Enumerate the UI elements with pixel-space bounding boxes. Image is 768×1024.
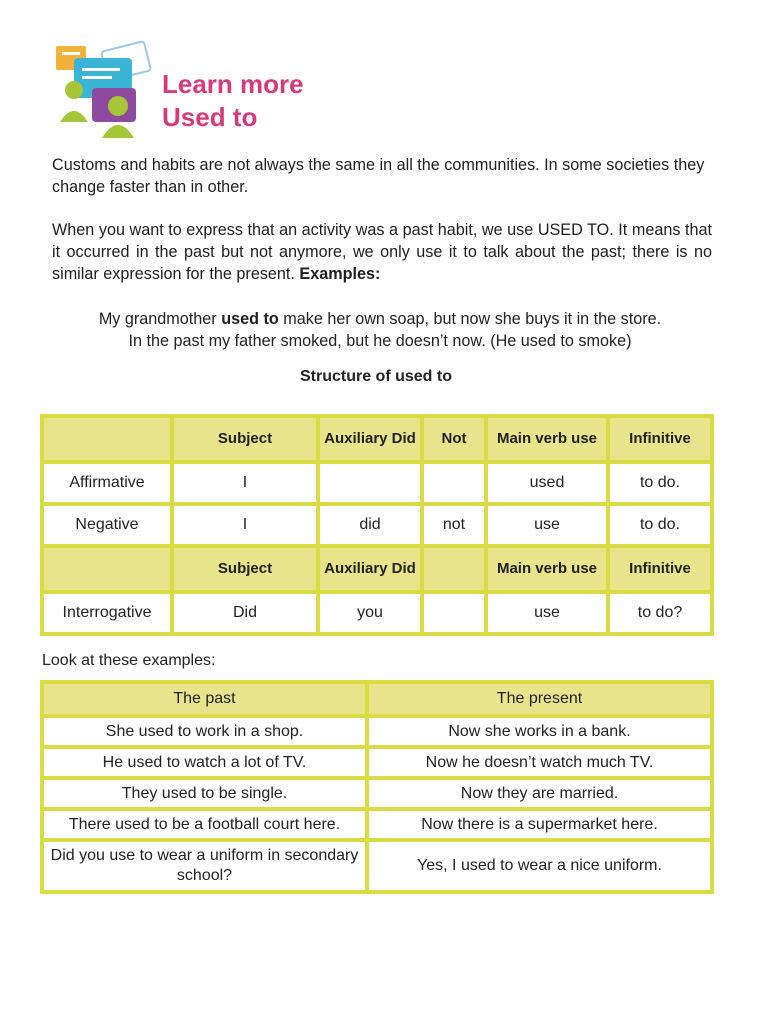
table-row <box>42 778 712 809</box>
table-cell: Did <box>172 592 318 634</box>
table-cell: Auxiliary Did <box>318 416 422 462</box>
table-cell <box>42 546 172 592</box>
table-cell <box>42 416 172 462</box>
example-sentences <box>40 308 720 352</box>
table-cell: to do. <box>608 462 712 504</box>
intro-paragraph-2 <box>52 219 712 285</box>
example-line-1-pre: My grandmother <box>98 310 222 328</box>
table-cell: Interrogative <box>42 592 172 634</box>
structure-header-row <box>42 416 712 462</box>
table-cell: did <box>318 504 422 546</box>
table-row <box>42 716 712 747</box>
table-cell: Now they are married. <box>367 778 712 809</box>
table-cell: Did you use to wear a uniform in secondary school? <box>42 840 367 892</box>
table-cell: I <box>172 504 318 546</box>
title-line-2: Used to <box>162 102 258 132</box>
table-cell: There used to be a football court here. <box>42 809 367 840</box>
table-cell: I <box>172 462 318 504</box>
table-row <box>42 809 712 840</box>
table-cell: Now there is a supermarket here. <box>367 809 712 840</box>
table-cell: to do? <box>608 592 712 634</box>
table-row-negative <box>42 504 712 546</box>
table-cell <box>422 592 486 634</box>
table-cell: Negative <box>42 504 172 546</box>
intro-paragraph-2-text: When you want to express that an activity was a past habit, we use USED TO. It means that it occurred in the past but not anymore, we only use it to talk about the past; there is no similar expression for the present. <box>52 221 712 283</box>
structure-title: Structure of used to <box>299 368 452 385</box>
example-line-1-bold: used to <box>221 310 279 328</box>
title-line-1: Learn more <box>162 69 304 99</box>
table-cell <box>318 462 422 504</box>
examples-label: Examples: <box>299 265 381 283</box>
examples-table <box>40 680 714 894</box>
structure-header-row-2 <box>42 546 712 592</box>
table-cell: to do. <box>608 504 712 546</box>
example-line-1 <box>40 308 720 330</box>
table-cell: Affirmative <box>42 462 172 504</box>
table-header-cell: The present <box>367 682 712 716</box>
table-cell <box>422 462 486 504</box>
table-cell: used <box>486 462 608 504</box>
table-cell: use <box>486 592 608 634</box>
table-cell: Yes, I used to wear a nice uniform. <box>367 840 712 892</box>
table-cell: Infinitive <box>608 416 712 462</box>
table-cell: Subject <box>172 546 318 592</box>
look-label: Look at these examples: <box>42 652 216 669</box>
table-cell: use <box>486 504 608 546</box>
table-cell: Main verb use <box>486 546 608 592</box>
table-cell: They used to be single. <box>42 778 367 809</box>
table-cell: Not <box>422 416 486 462</box>
table-cell: He used to watch a lot of TV. <box>42 747 367 778</box>
table-header-cell: The past <box>42 682 367 716</box>
table-row-interrogative <box>42 592 712 634</box>
table-cell: you <box>318 592 422 634</box>
chat-people-logo-icon <box>52 40 156 138</box>
table-cell: Now he doesn’t watch much TV. <box>367 747 712 778</box>
table-cell: Subject <box>172 416 318 462</box>
structure-table <box>40 414 714 636</box>
lesson-header <box>52 40 452 140</box>
intro-paragraph-1: Customs and habits are not always the same in all the communities. In some societies they change faster than in other. <box>52 156 705 196</box>
table-cell: not <box>422 504 486 546</box>
table-cell: She used to work in a shop. <box>42 716 367 747</box>
table-row <box>42 840 712 892</box>
table-cell: Main verb use <box>486 416 608 462</box>
example-line-1-post: make her own soap, but now she buys it in the store. <box>278 310 662 328</box>
table-cell: Auxiliary Did <box>318 546 422 592</box>
table-cell: Infinitive <box>608 546 712 592</box>
table-row <box>42 747 712 778</box>
lesson-title <box>162 68 304 134</box>
table-cell <box>422 546 486 592</box>
examples-header-row <box>42 682 712 716</box>
table-cell: Now she works in a bank. <box>367 716 712 747</box>
table-row-affirmative <box>42 462 712 504</box>
example-line-2: In the past my father smoked, but he doesn’t now. (He used to smoke) <box>128 332 632 350</box>
